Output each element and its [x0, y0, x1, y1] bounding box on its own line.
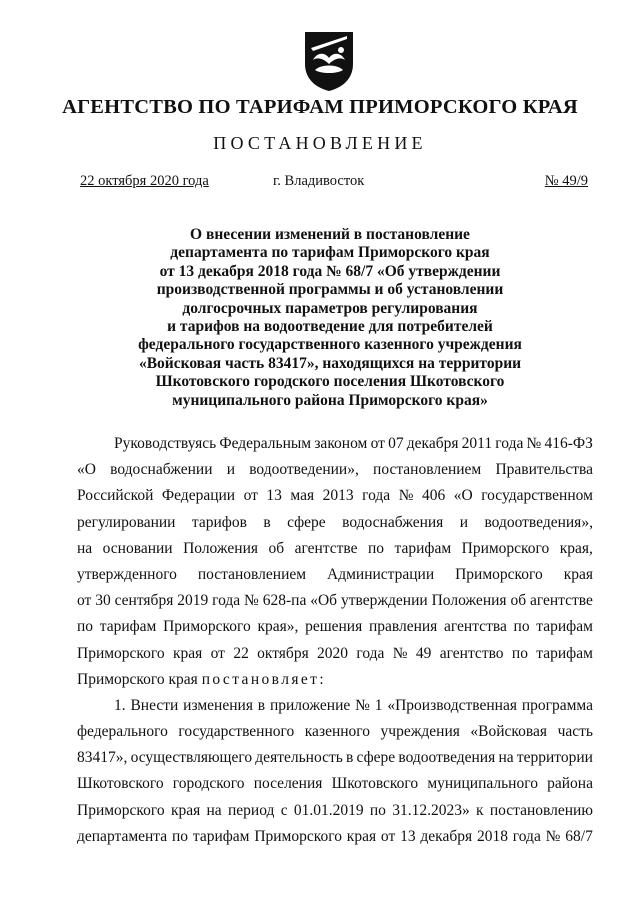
word: об: [510, 592, 527, 610]
word: по: [511, 644, 528, 662]
title-line: от 13 декабря 2018 года № 68/7 «Об утверждении: [159, 262, 501, 280]
word: №: [392, 644, 408, 662]
title-line: производственной программы и об установлении: [156, 281, 504, 299]
word: Шкотовского: [331, 775, 419, 793]
word: края»,: [257, 618, 299, 636]
text-line: [77, 536, 593, 562]
word: регулировании: [77, 513, 176, 531]
word: района: [547, 775, 593, 793]
word: деятельность: [255, 749, 343, 767]
word: Шкотовского: [77, 775, 164, 793]
word: от: [77, 592, 92, 610]
text-line: [77, 771, 593, 797]
word: агентстве: [294, 539, 358, 557]
title-line: департамента по тарифам Приморского края: [170, 244, 490, 262]
word: №: [244, 592, 259, 610]
text-line: [77, 719, 593, 745]
word: тарифам: [192, 827, 250, 845]
title-line: и тарифов на водоотведение для потребителей: [167, 318, 493, 336]
word: сентября: [114, 592, 174, 610]
word: «Войсковая: [470, 723, 548, 741]
word: 416-ФЗ: [544, 435, 593, 452]
text-line: [77, 824, 593, 850]
word: 1: [374, 696, 383, 714]
title-line: О внесении изменений в постановление: [190, 226, 470, 243]
word: водоснабжении: [110, 461, 213, 479]
word: №: [398, 487, 414, 505]
word: Приморского: [455, 565, 543, 583]
word: 406: [421, 487, 446, 505]
word: часть: [557, 723, 593, 741]
word: 13: [266, 487, 282, 505]
word: по: [77, 618, 94, 636]
word: территории: [516, 749, 593, 767]
word: Российской: [77, 487, 154, 505]
word: Администрации: [327, 565, 435, 583]
word: «Производственная: [387, 696, 517, 714]
word: №: [526, 435, 542, 452]
word: года: [495, 435, 524, 452]
word: постановлению: [489, 801, 593, 819]
text-line: [77, 457, 593, 483]
word: по: [171, 827, 189, 845]
word: правления: [368, 618, 438, 636]
word: 2019: [177, 592, 209, 610]
text-line: [77, 431, 593, 457]
word: года: [212, 592, 241, 610]
word: агентстве: [529, 592, 593, 610]
word: №: [355, 696, 370, 714]
word: и: [459, 513, 469, 531]
word: Приморского: [163, 618, 251, 636]
title-line: муниципального района Приморского края»: [172, 391, 488, 409]
word: в: [257, 696, 266, 714]
word: тарифам: [394, 539, 452, 557]
word: государственном: [481, 487, 593, 505]
word: «О: [77, 461, 96, 479]
word: основании: [102, 539, 173, 557]
word: решения: [305, 618, 363, 636]
document-number: № 49/9: [544, 173, 588, 189]
word: края: [346, 827, 377, 845]
text-line: [77, 614, 593, 640]
word: года: [512, 827, 541, 845]
title-line: долгосрочных параметров регулирования: [182, 299, 478, 317]
word: Внести: [130, 696, 179, 714]
word: Положения: [431, 592, 507, 610]
word: 22: [233, 644, 249, 662]
word: по: [368, 539, 385, 557]
word: государственного: [178, 723, 295, 741]
word: с: [280, 801, 288, 819]
word: края,: [559, 539, 593, 557]
text-line: [77, 588, 593, 614]
agency-name: АГЕНТСТВО ПО ТАРИФАМ ПРИМОРСКОГО КРАЯ: [62, 96, 578, 118]
word: казенного: [304, 723, 371, 741]
word: постановлением: [197, 565, 307, 583]
word: период: [227, 801, 275, 819]
word: тарифов: [191, 513, 247, 531]
word: водоотведения: [398, 749, 496, 767]
word: Федеральным: [219, 435, 312, 452]
word: 30: [95, 592, 111, 610]
word: сфере: [356, 749, 396, 767]
word: утвержденного: [77, 565, 177, 583]
word: 2020: [317, 644, 349, 662]
word: по: [369, 801, 386, 819]
word: поселения: [253, 775, 323, 793]
document-city: г. Владивосток: [273, 173, 365, 189]
title-line: «Войсковая часть 83417», находящихся на территории: [138, 354, 522, 372]
paragraph-preamble: [77, 431, 593, 667]
word: от: [210, 644, 225, 662]
word: федерального: [77, 723, 168, 741]
word: от: [380, 827, 396, 845]
text-line: [77, 510, 593, 536]
word: 13: [400, 827, 416, 845]
word: муниципального: [427, 775, 538, 793]
word: края: [563, 565, 593, 583]
document-type: ПОСТАНОВЛЕНИЕ: [213, 133, 427, 153]
word: №: [545, 827, 561, 845]
text-line: [77, 641, 593, 667]
word: 2011: [461, 435, 493, 452]
word: года: [356, 644, 385, 662]
word: края: [173, 644, 203, 662]
word: Положения: [183, 539, 259, 557]
word: программа: [521, 696, 593, 714]
word: 07: [388, 435, 404, 452]
text-line: [77, 667, 593, 693]
word: октября: [257, 644, 309, 662]
word: и: [226, 461, 235, 479]
word: 49: [415, 644, 432, 662]
word: «О: [453, 487, 473, 505]
word: утверждении: [340, 592, 428, 610]
word: в: [346, 749, 354, 767]
word: тарифам: [99, 618, 157, 636]
paragraph-item-1: [77, 693, 593, 850]
word: года: [362, 487, 391, 505]
word: законом: [314, 435, 368, 452]
document-title: [100, 226, 560, 410]
text-line: [77, 483, 593, 509]
word: в: [263, 513, 271, 531]
word: на: [206, 801, 222, 819]
word: водоснабжения: [342, 513, 444, 531]
word: Федерации: [161, 487, 236, 505]
word: приложение: [269, 696, 351, 714]
title-line: Шкотовского городского поселения Шкотовского: [155, 373, 505, 391]
word: учреждения: [380, 723, 460, 741]
word: 83417»,: [77, 749, 128, 767]
word: городского: [172, 775, 245, 793]
word: декабря: [420, 827, 473, 845]
word: 31.12.2023»: [392, 801, 470, 819]
word: тарифам: [536, 618, 593, 636]
title-line: федерального государственного казенного учреждения: [138, 336, 522, 354]
word: на: [498, 749, 514, 767]
word: постановлением: [373, 461, 482, 479]
word: об: [268, 539, 285, 557]
word: 68/7: [565, 827, 593, 845]
word: декабря: [406, 435, 459, 452]
spaced-word: постановляет:: [201, 670, 327, 688]
text-fragment: Приморского края: [77, 670, 198, 688]
text-line: [77, 562, 593, 588]
word: сфере: [287, 513, 326, 531]
word: агентство: [439, 644, 504, 662]
word: 2018: [476, 827, 508, 845]
word: от: [370, 435, 385, 452]
word: по: [513, 618, 530, 636]
word: Правительства: [495, 461, 593, 479]
word: Приморского: [77, 644, 165, 662]
word: агентства: [444, 618, 507, 636]
word: к: [476, 801, 484, 819]
word: водоотведении»,: [249, 461, 359, 479]
word: от: [243, 487, 258, 505]
word: изменения: [183, 696, 253, 714]
word: мая: [290, 487, 315, 505]
word: Приморского: [461, 539, 550, 557]
text-line: [77, 693, 593, 719]
coat-of-arms-emblem-icon: [301, 30, 357, 92]
word: департамента: [77, 827, 168, 845]
document-body: [77, 431, 593, 850]
word: «Об: [310, 592, 338, 610]
word: Приморского: [254, 827, 342, 845]
text-line: [77, 745, 593, 771]
word: 1.: [114, 696, 126, 714]
word: тарифам: [536, 644, 593, 662]
document-date: 22 октября 2020 года: [80, 173, 209, 189]
text-line: [77, 798, 593, 824]
word: на: [77, 539, 93, 557]
word: 2013: [322, 487, 354, 505]
word: 01.01.2019: [293, 801, 364, 819]
word: Приморского: [77, 801, 165, 819]
word: водоотведения»,: [484, 513, 593, 531]
word: осуществляющего: [130, 749, 253, 767]
word: края: [170, 801, 201, 819]
word: Руководствуясь: [114, 435, 217, 452]
word: 628-па: [262, 592, 307, 610]
